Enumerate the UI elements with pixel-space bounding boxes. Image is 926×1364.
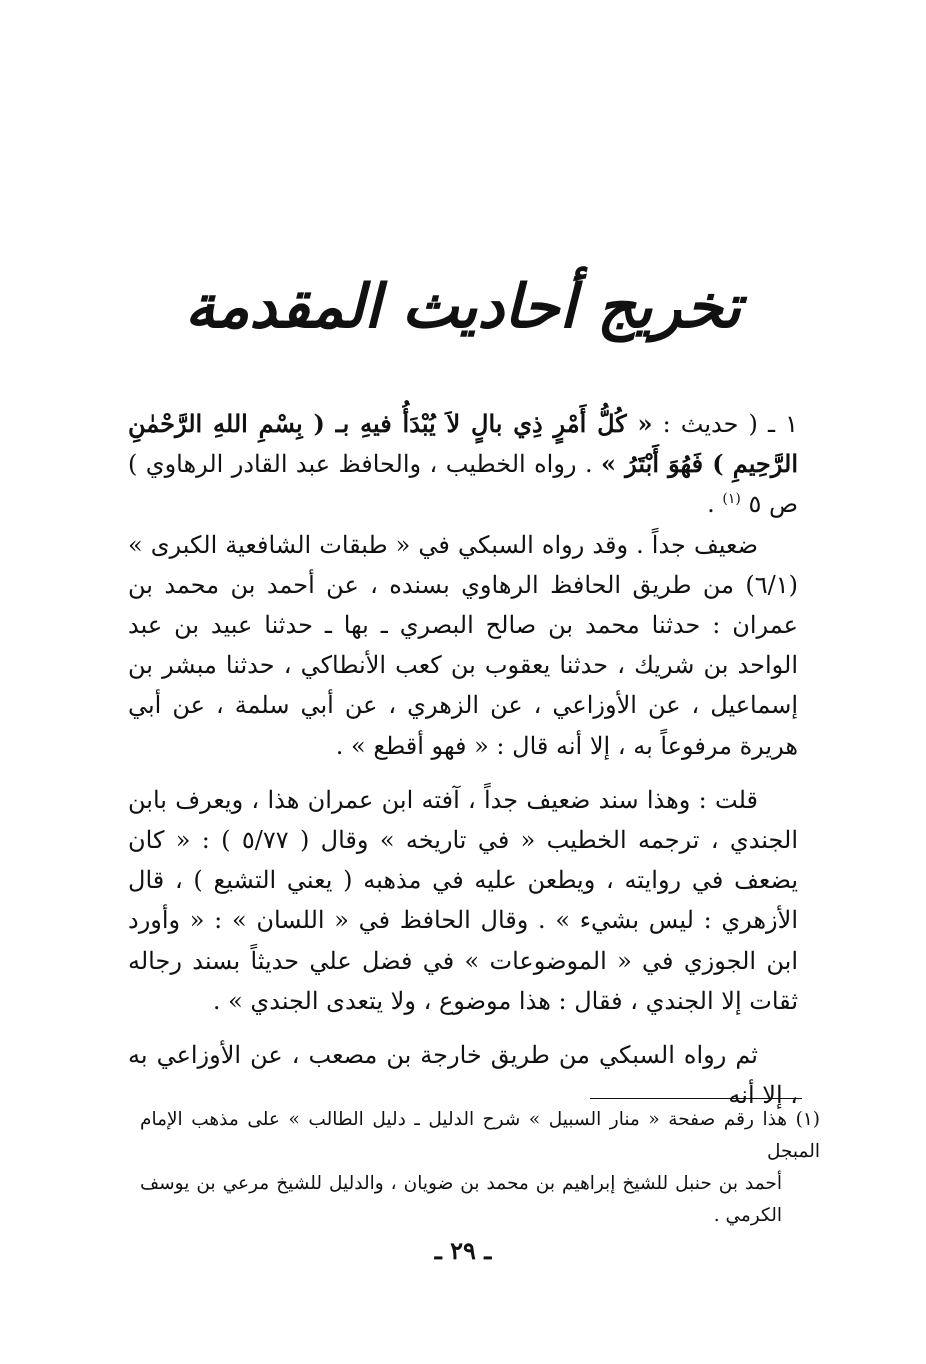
paragraph-continuation: ثم رواه السبكي من طريق خارجة بن مصعب ، عن الأوزاعي به ، إلا أنه xyxy=(128,1041,798,1110)
footnotes xyxy=(140,1104,820,1232)
paragraph-comment: قلت : وهذا سند ضعيف جداً ، آفته ابن عمران هذا ، ويعرف بابن الجندي ، ترجمه الخطيب « في تاريخه » وقال ( ٥/٧٧ ) : « كان يضعف في روايته ، ويطعن عليه في مذهبه ( يعني التشيع ) ، قال الأزهري : ليس بشيء » . وقال الحافظ في « اللسان » : « وأورد ابن الجوزي في « الموضوعات » في فضل علي حديثاً بسند رجاله ثقات إلا الجندي ، فقال : هذا موضوع ، ولا يتعدى الجندي » . xyxy=(128,785,799,1015)
footnote-marker: (١) xyxy=(722,491,741,508)
footnote-line-2: أحمد بن حنبل للشيخ إبراهيم بن محمد بن ضويان ، والدليل للشيخ مرعي بن يوسف الكرمي . xyxy=(140,1173,782,1226)
paragraph-hadith-1 xyxy=(128,404,798,525)
hadith-number: ١ ـ ( حديث : xyxy=(652,410,798,438)
hadith-text: « كُلُّ أَمْرٍ ذِي بالٍ لاَ يُبْدَأُ فيهِ بـ ( بِسْمِ اللهِ الرَّحْمٰنِ الرَّحِيمِ ) فَهُوَ أَبْتَرُ » xyxy=(128,409,798,479)
page-number: ـ ٢٩ ـ xyxy=(434,1236,492,1265)
footnote-divider xyxy=(590,1098,802,1099)
hadith-source: . رواه الخطيب ، والحافظ عبد القادر الرهاوي ) ص ٥ xyxy=(128,450,798,519)
paragraph-grading: ضعيف جداً . وقد رواه السبكي في « طبقات الشافعية الكبرى » (٦/١) من طريق الحافظ الرهاوي بسنده ، عن أحمد بن محمد بن عمران : حدثنا محمد بن صالح البصري ـ بها ـ حدثنا عبيد بن عبد الواحد بن شريك ، حدثنا يعقوب بن كعب الأنطاكي ، حدثنا مبشر بن إسماعيل ، عن الأوزاعي ، عن الزهري ، عن أبي سلمة ، عن أبي هريرة مرفوعاً به ، إلا أنه قال : « فهو أقطع » . xyxy=(128,530,798,760)
page-title: تخريج أحاديث المقدمة xyxy=(185,272,741,342)
main-text xyxy=(128,404,798,1115)
hadith-end: . xyxy=(707,490,723,519)
footnote-line-1: (١) هذا رقم صفحة « منار السبيل » شرح الدليل ـ دليل الطالب » على مذهب الإمام المبجل xyxy=(140,1109,820,1162)
